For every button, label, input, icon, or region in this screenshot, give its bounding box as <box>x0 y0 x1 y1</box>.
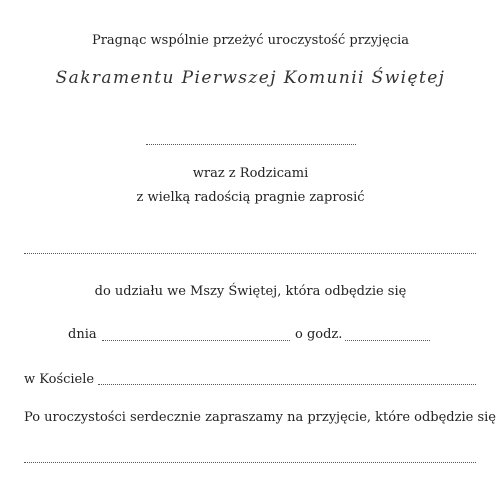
mass-line: do udziału we Mszy Świętej, która odbędzie się <box>94 284 407 299</box>
guest-name-blank[interactable] <box>24 253 476 254</box>
reception-line: Po uroczystości serdecznie zapraszamy na przyjęcie, które odbędzie się <box>24 410 496 425</box>
sacrament-title: Sakramentu Pierwszej Komunii Świętej <box>55 68 446 88</box>
child-name-blank[interactable] <box>146 144 356 145</box>
day-blank[interactable] <box>102 340 290 341</box>
intro-line: Pragnąc wspólnie przeżyć uroczystość przyjęcia <box>91 33 410 48</box>
time-label: o godz. <box>295 327 343 342</box>
reception-place-blank[interactable] <box>24 462 476 463</box>
church-blank[interactable] <box>98 384 476 385</box>
with-parents-line: wraz z Rodzicami <box>192 166 309 181</box>
day-label: dnia <box>68 327 97 342</box>
invite-line: z wielką radością pragnie zaprosić <box>136 190 365 205</box>
time-blank[interactable] <box>345 340 430 341</box>
church-label: w Kościele <box>24 372 95 387</box>
